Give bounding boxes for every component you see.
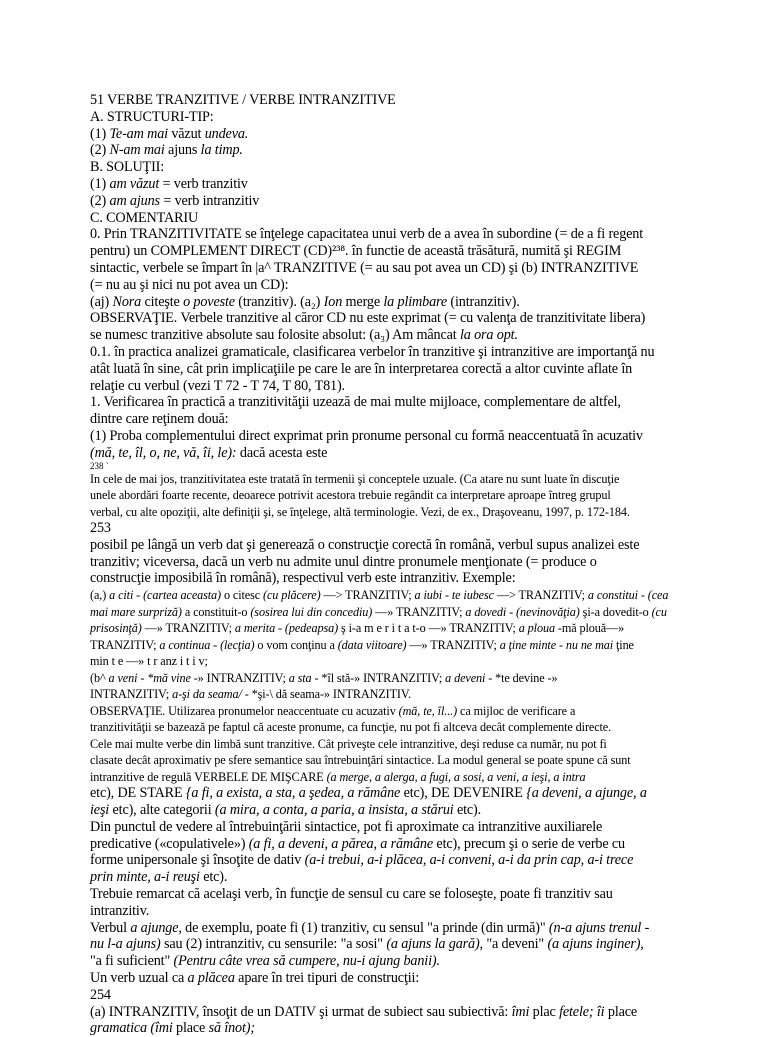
text-run: apare în trei tipuri de construcţii: [234,969,420,986]
text-line [90,462,730,471]
italic-run: {a fi, a exista, a sta, a şedea, a rămâne [185,785,401,802]
text-run: sau (2) intranzitiv, cu sensurile: "a sosi" [160,936,387,953]
text-run: atât luată în sine, cât prin implicaţiile pe care le are în interpretarea corectă a altor cuvinte aflate în [90,360,633,377]
italic-run: a ţine minte - nu ne mai [499,637,614,652]
text-run: se numesc tranzitive absolute sau folosite absolut: (a₃) Am mâncat [90,327,460,344]
text-run: = verb tranzitiv [159,175,248,192]
text-line [90,487,730,504]
italic-run: undeva. [204,125,249,142]
text-line [90,471,730,488]
text-run: etc), precum şi o serie de verbe cu [433,835,625,852]
text-line [90,243,730,260]
italic-run: la plimbare [383,293,448,310]
text-run: OBSERVAŢIE. Utilizarea pronumelor neaccentuate cu acuzativ [90,703,399,718]
italic-run: (cu plăcere) [263,588,321,603]
italic-run: (a mira, a conta, a paria, a insista, a stărui [214,802,454,819]
text-run: o citesc [221,588,263,603]
text-line [90,142,730,159]
italic-run: {a deveni, a ajunge, a [526,785,647,802]
text-run: —> TRANZITIV; [320,588,415,603]
text-run: - *îl stă-» INTRANZITIV; [311,670,446,685]
text-line [90,802,730,819]
text-run: citeşte [141,293,184,310]
text-run: de exemplu, poate fi (1) tranzitiv, cu sensul "a prinde (din urmă)" [181,919,549,936]
text-run: place [604,1003,638,1020]
italic-run: (a-i trebui, a-i plăcea, a-i conveni, a-i da prin cap, a-i trece [304,852,634,869]
italic-run: fetele; [559,1003,594,1020]
italic-run: am ajuns [109,192,160,209]
text-run: 1. Verificarea în practică a tranzitivităţii uzează de mai multe mijloace, complementare de altfel, [90,394,621,411]
text-run: (1) [90,125,110,142]
italic-run: a deveni [445,670,486,685]
text-run: clasate decât aproximativ pe sfere semantice sau întrebuinţări sintactice. La modul general se poate spune că sunt [90,753,631,768]
text-line [90,1020,730,1037]
text-run: intranzitiv. [90,902,150,919]
text-run: văzut [167,125,205,142]
text-run: —> TRANZITIV; [493,588,588,603]
text-run: 0.1. în practica analizei gramaticale, clasificarea verbelor în tranzitive şi intranzitive are importanţă nu [90,343,655,360]
text-run: (1) Proba complementului direct exprimat prin pronume personal cu formă neaccentuată în acuzativ [90,427,643,444]
text-line [90,327,730,344]
text-run: plac [529,1003,560,1020]
text-line [90,210,730,227]
text-run: etc), DE STARE [90,785,186,802]
text-line [90,936,730,953]
text-line [90,620,730,637]
text-line [90,411,730,428]
text-run: place [172,1020,209,1037]
text-run: (2) [90,192,110,209]
italic-run: gramatica (îmi [90,1020,173,1037]
text-run: (a,) [90,588,110,603]
text-run: intranzitive de regulă VERBELE DE MIŞCARE [90,769,327,784]
italic-run: a ploua [518,621,555,636]
text-line [90,570,730,587]
text-line [90,159,730,176]
text-run: posibil pe lângă un verb dat şi generează o construcţie corectă în română, verbul supus analizei este [90,536,640,553]
text-line [90,852,730,869]
text-line [90,1004,730,1021]
italic-run: prisosinţă) [90,621,142,636]
text-line [90,653,730,670]
text-run: etc), alte categorii [109,802,215,819]
text-line [90,277,730,294]
text-line [90,970,730,987]
text-run: —» TRANZITIV; [141,621,235,636]
text-run: forme unipersonale şi însoţite de dativ [90,852,305,869]
text-run: (= nu au şi nici nu pot avea un CD): [90,276,289,293]
text-run: 51 VERBE TRANZITIVE / VERBE INTRANZITIVE [90,92,396,108]
text-run: INTRANZITIV; [90,687,173,702]
text-line [90,670,730,687]
text-line [90,260,730,277]
text-run: 0. Prin TRANZITIVITATE se înţelege capacitatea unui verb de a avea în subordine (= de a fi regent [90,226,644,243]
italic-run: a-şi da seama/ [172,687,242,702]
italic-run: Nora [112,293,142,310]
text-line [90,785,730,802]
text-line [90,604,730,621]
italic-run: am văzut [109,175,160,192]
italic-run: o poveste [183,293,235,310]
text-line [90,769,730,786]
text-run: OBSERVAŢIE. Verbele tranzitive al căror CD nu este exprimat (= cu valenţa de tranzitivitate libera) [90,310,646,327]
text-run: ajuns [164,142,201,159]
italic-run: (data viitoare) [337,637,407,652]
italic-run: (mă, te, îl, o, ne, vă, îi, le): [90,444,237,461]
text-run: (b^ [90,670,109,685]
italic-run: prin minte, a-i reuşi [90,869,200,886]
text-line [90,836,730,853]
text-run: sintactic, verbele se împart în |a^ TRANZITIVE (= au sau pot avea un CD) şi (b) INTRANZITIVE [90,259,639,276]
italic-run: a iubi - te iubesc [414,588,494,603]
text-run: dacă acesta este [236,444,328,461]
text-run: tranzitiv; viceversa, dacă un verb nu admite unul dintre pronumele menţionate (= produce o [90,553,597,570]
italic-run: a constitui - (cea [587,588,669,603]
text-line [90,587,730,604]
text-line [90,554,730,571]
text-line [90,428,730,445]
text-line [90,378,730,395]
italic-run: Te-am mai [109,125,168,142]
document-body [90,92,730,1037]
text-run: relaţie cu verbul (vezi T 72 - T 74, T 80, T81). [90,377,345,394]
text-line [90,361,730,378]
text-line [90,344,730,361]
text-run: —» TRANZITIV; [372,604,466,619]
italic-run: să înot); [208,1020,255,1037]
text-line [90,637,730,654]
text-run: etc), DE DEVENIRE [400,785,527,802]
italic-run: (a fi, a deveni, a părea, a rămâne [248,835,434,852]
text-run: construcţie imposibilă în română), respectivul verb este intranzitiv. Exemple: [90,570,516,587]
text-run: a constituit-o [181,604,251,619]
text-run: "a deveni" [482,936,548,953]
text-line [90,736,730,753]
text-line [90,226,730,243]
italic-run: îmi [511,1003,530,1020]
text-run: o vom conţinu a [254,637,338,652]
italic-run: îi [596,1003,605,1020]
italic-run: nu l-a ajuns) [90,936,161,953]
text-line [90,193,730,210]
text-run: Trebuie remarcat că acelaşi verb, în funcţie de sensul cu care se foloseşte, poate fi tranzitiv sau [90,886,613,902]
text-run: TRANZITIV; [90,637,160,652]
text-line [90,987,730,1004]
text-run: etc). [453,802,482,819]
text-run: - *şi-\ dă seama-» INTRANZITIV. [241,687,411,702]
italic-run: la ora opt. [459,327,518,344]
text-run: min t e —» t r anz i t i v; [90,654,208,669]
text-run: C. COMENTARIU [90,209,199,226]
text-run: Din punctul de vedere al întrebuinţării sintactice, pot fi aproximate ca intranzitive auxiliarele [90,818,603,835]
italic-run: a sta [288,670,312,685]
text-run: (aj) [90,293,113,310]
italic-run: a ajunge, [130,919,182,936]
text-line [90,703,730,720]
italic-run: a merita - (pedeapsa) [234,621,339,636]
italic-run: a plăcea [187,969,235,986]
italic-run: N-am mai [109,142,165,159]
text-line [90,294,730,311]
text-line [90,394,730,411]
text-run: ţine [613,637,634,652]
italic-run: la timp. [200,142,243,159]
text-line [90,752,730,769]
text-run: unele abordări foarte recente, deoarece potrivit acestora trebuie regândit ca interpretare aproape întreg grupul [90,488,611,503]
text-run: = verb intranzitiv [159,192,260,209]
italic-run: (Pentru câte vrea să cumpere, nu-i ajung banii). [173,953,440,970]
text-run: (1) [90,175,110,192]
text-run: -mă plouă—» [554,621,625,636]
italic-run: Ion [323,293,343,310]
italic-run: a citi - (cartea aceasta) [109,588,222,603]
text-run: "a fi suficient" [90,953,174,970]
text-run: şi-a dovedit-o [579,604,652,619]
text-run: (2) [90,142,110,159]
text-run: 254 [90,986,111,1003]
text-run: ş i-a m e r i t a t-o —» TRANZITIV; [338,621,519,636]
text-run: -» INTRANZITIV; [190,670,289,685]
italic-run: (sosirea lui din concediu) [250,604,373,619]
text-line [90,869,730,886]
italic-run: a veni - *mă vine [108,670,191,685]
italic-run: (cu [651,604,667,619]
text-run: etc). [199,869,228,886]
text-run: A. STRUCTURI-TIP: [90,108,214,125]
text-run: 238 ` [90,460,109,471]
text-line [90,504,730,521]
text-run: —» TRANZITIV; [406,637,500,652]
italic-run: (mă, te, îl...) [398,703,458,718]
text-run: (intranzitiv). [447,293,520,310]
text-run: 253 [90,520,111,537]
text-line [90,126,730,143]
text-run: B. SOLUŢII: [90,159,165,176]
text-line [90,953,730,970]
italic-run: (a ajuns inginer), [547,936,644,953]
text-run: Un verb uzual ca [90,969,188,986]
text-run: predicative («copulativele») [90,835,249,852]
text-line [90,445,730,462]
text-line [90,310,730,327]
text-run: verbal, cu alte opoziţii, alte definiţii şi, se înţelege, altă terminologie. Vezi, de ex., Draşoveanu, 1997, p. 172-184. [90,504,630,519]
italic-run: mai mare surpriză) [90,604,182,619]
text-line [90,903,730,920]
italic-run: ieşi [90,802,110,819]
text-run: merge [342,293,384,310]
text-line [90,109,730,126]
italic-run: a continua - (lecţia) [159,637,255,652]
text-run: ca mijloc de verificare a [457,703,576,718]
text-run: In cele de mai jos, tranzitivitatea este tratată în termenii şi conceptele uzuale. (Ca atare nu sunt luate în discuţie [90,471,620,486]
text-run: tranzitivităţii se bazează pe faptul că aceste pronume, ca funcţie, nu pot fi altceva decât complemente directe. [90,720,612,735]
text-line [90,819,730,836]
text-line [90,537,730,554]
text-run: Verbul [90,919,131,936]
text-line [90,92,730,109]
italic-run: (a merge, a alerga, a fugi, a sosi, a veni, a ieşi, a intra [326,769,586,784]
text-line [90,520,730,537]
italic-run: (a ajuns la gară), [386,936,483,953]
text-line [90,686,730,703]
italic-run: a dovedi - (nevinovăţia) [465,604,580,619]
text-line [90,886,730,903]
text-run: Cele mai multe verbe din limbă sunt tranzitive. Cât priveşte cele intranzitive, deşi reduse ca număr, nu pot fi [90,736,607,751]
text-run: dintre care reţinem două: [90,411,229,428]
text-line [90,176,730,193]
text-run: pentru) un COMPLEMENT DIRECT (CD)²³⁸. în functie de această trăsătură, numită şi REGIM [90,243,622,260]
italic-run: (n-a ajuns trenul - [548,919,650,936]
text-line [90,719,730,736]
text-run: (a) INTRANZITIV, însoţit de un DATIV şi urmat de subiect sau subiectivă: [90,1003,512,1020]
text-run: (tranzitiv). (a₂) [234,293,324,310]
text-run: - *te devine -» [485,670,558,685]
text-line [90,920,730,937]
